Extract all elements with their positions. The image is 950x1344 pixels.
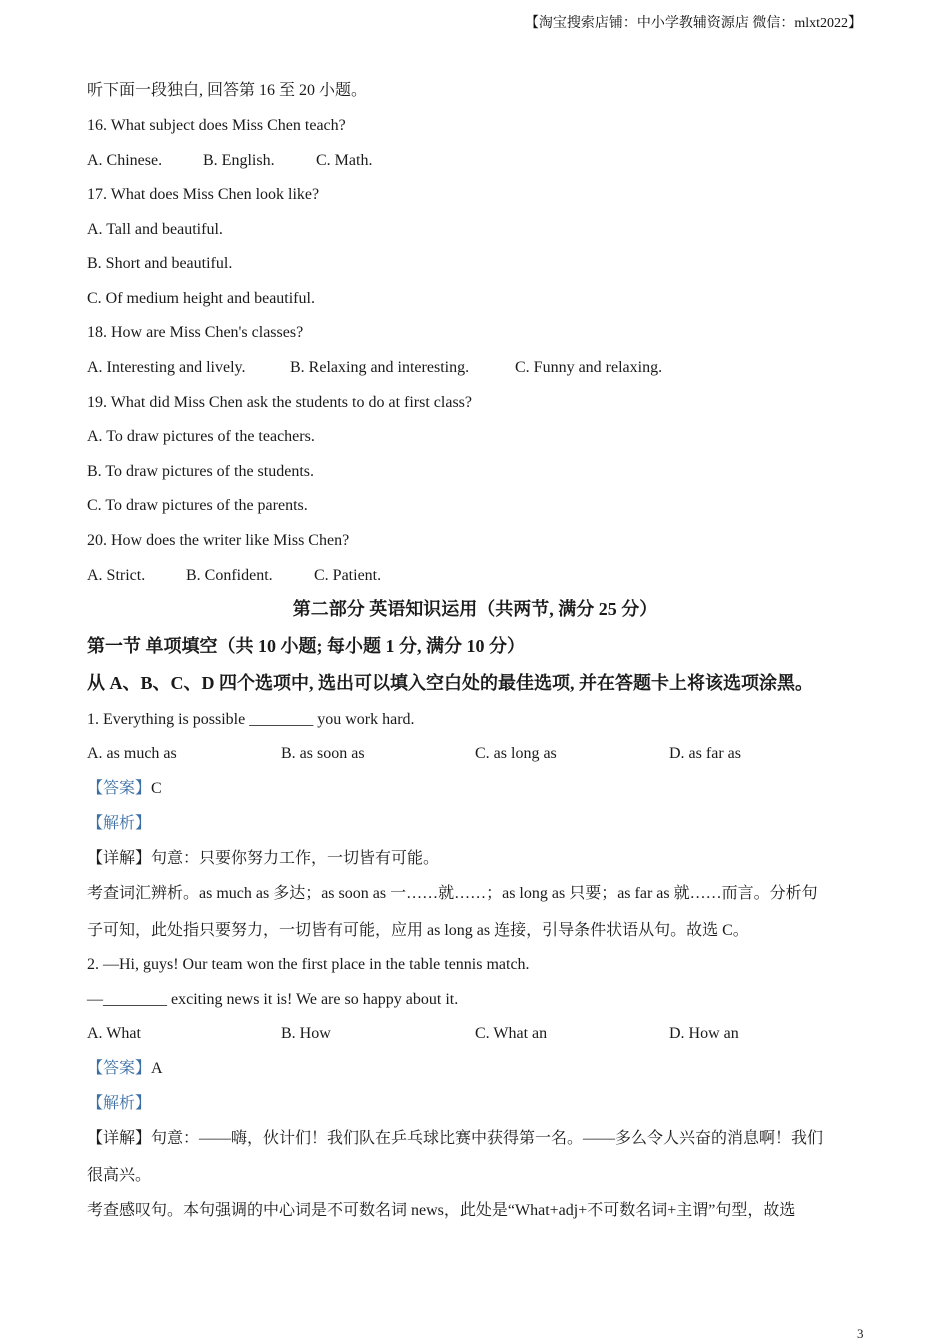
q1-explain-2: 子可知，此处指只要努力，一切皆有可能，应用 as long as 连接，引导条件状语从句。故选 C。	[87, 922, 749, 939]
q2-option-d: D. How an	[669, 1025, 739, 1042]
q16-option-c: C. Math.	[316, 152, 373, 169]
q19-option-b: B. To draw pictures of the students.	[87, 463, 314, 480]
part2-title: 第二部分 英语知识运用（共两节, 满分 25 分）	[292, 599, 658, 619]
q1-option-c: C. as long as	[475, 745, 557, 762]
q2-analysis-tag: 【解析】	[87, 1095, 152, 1112]
section1-title: 第一节 单项填空（共 10 小题; 每小题 1 分, 满分 10 分）	[87, 636, 525, 656]
question-1: 1. Everything is possible ________ you work hard.	[87, 711, 415, 728]
page-number: 3	[857, 1326, 864, 1341]
q2-option-a: A. What	[87, 1025, 141, 1042]
q2-detail-2: 很高兴。	[87, 1167, 152, 1184]
listening-intro: 听下面一段独白, 回答第 16 至 20 小题。	[87, 82, 368, 99]
answer-tag: 【答案】	[87, 780, 152, 797]
q1-answer-row	[87, 779, 162, 799]
q17-option-b: B. Short and beautiful.	[87, 255, 233, 272]
q1-answer: C	[151, 780, 162, 797]
q1-explain-1: 考查词汇辨析。as much as 多达；as soon as 一……就……；as long as 只要；as far as 就……而言。分析句	[87, 885, 818, 902]
q2-detail-1: 【详解】句意：——嗨，伙计们！我们队在乒乓球比赛中获得第一名。——多么令人兴奋的消息啊！我们	[87, 1130, 824, 1147]
q2-answer-row	[87, 1059, 163, 1079]
q1-detail: 【详解】句意：只要你努力工作，一切皆有可能。	[87, 850, 440, 867]
q1-option-b: B. as soon as	[281, 745, 365, 762]
question-17: 17. What does Miss Chen look like?	[87, 186, 320, 203]
q17-option-c: C. Of medium height and beautiful.	[87, 290, 315, 307]
question-16: 16. What subject does Miss Chen teach?	[87, 117, 346, 134]
q18-option-b: B. Relaxing and interesting.	[290, 359, 470, 376]
answer-tag: 【答案】	[87, 1060, 152, 1077]
q16-option-b: B. English.	[203, 152, 275, 169]
q20-option-c: C. Patient.	[314, 567, 382, 584]
page-header: 【淘宝搜索店铺：中小学教辅资源店 微信：mlxt2022】	[524, 16, 862, 31]
q20-option-b: B. Confident.	[186, 567, 273, 584]
question-20: 20. How does the writer like Miss Chen?	[87, 532, 350, 549]
q2-explain: 考查感叹句。本句强调的中心词是不可数名词 news，此处是“What+adj+不可数名词+主谓”句型，故选	[87, 1202, 796, 1219]
q1-analysis-tag: 【解析】	[87, 815, 152, 832]
section1-instruction: 从 A、B、C、D 四个选项中, 选出可以填入空白处的最佳选项, 并在答题卡上将该选项涂黑。	[87, 673, 813, 693]
q20-option-a: A. Strict.	[87, 567, 146, 584]
q16-option-a: A. Chinese.	[87, 152, 163, 169]
q2-answer: A	[151, 1060, 163, 1077]
q2-option-b: B. How	[281, 1025, 331, 1042]
q19-option-a: A. To draw pictures of the teachers.	[87, 428, 315, 445]
q2-option-c: C. What an	[475, 1025, 548, 1042]
q18-option-c: C. Funny and relaxing.	[515, 359, 663, 376]
q19-option-c: C. To draw pictures of the parents.	[87, 497, 308, 514]
question-2-line-1: 2. —Hi, guys! Our team won the first place in the table tennis match.	[87, 956, 530, 973]
q1-option-a: A. as much as	[87, 745, 177, 762]
q17-option-a: A. Tall and beautiful.	[87, 221, 223, 238]
question-2-line-2: —________ exciting news it is! We are so happy about it.	[87, 991, 459, 1008]
q18-option-a: A. Interesting and lively.	[87, 359, 246, 376]
question-19: 19. What did Miss Chen ask the students to do at first class?	[87, 394, 472, 411]
question-18: 18. How are Miss Chen's classes?	[87, 324, 304, 341]
q1-option-d: D. as far as	[669, 745, 741, 762]
